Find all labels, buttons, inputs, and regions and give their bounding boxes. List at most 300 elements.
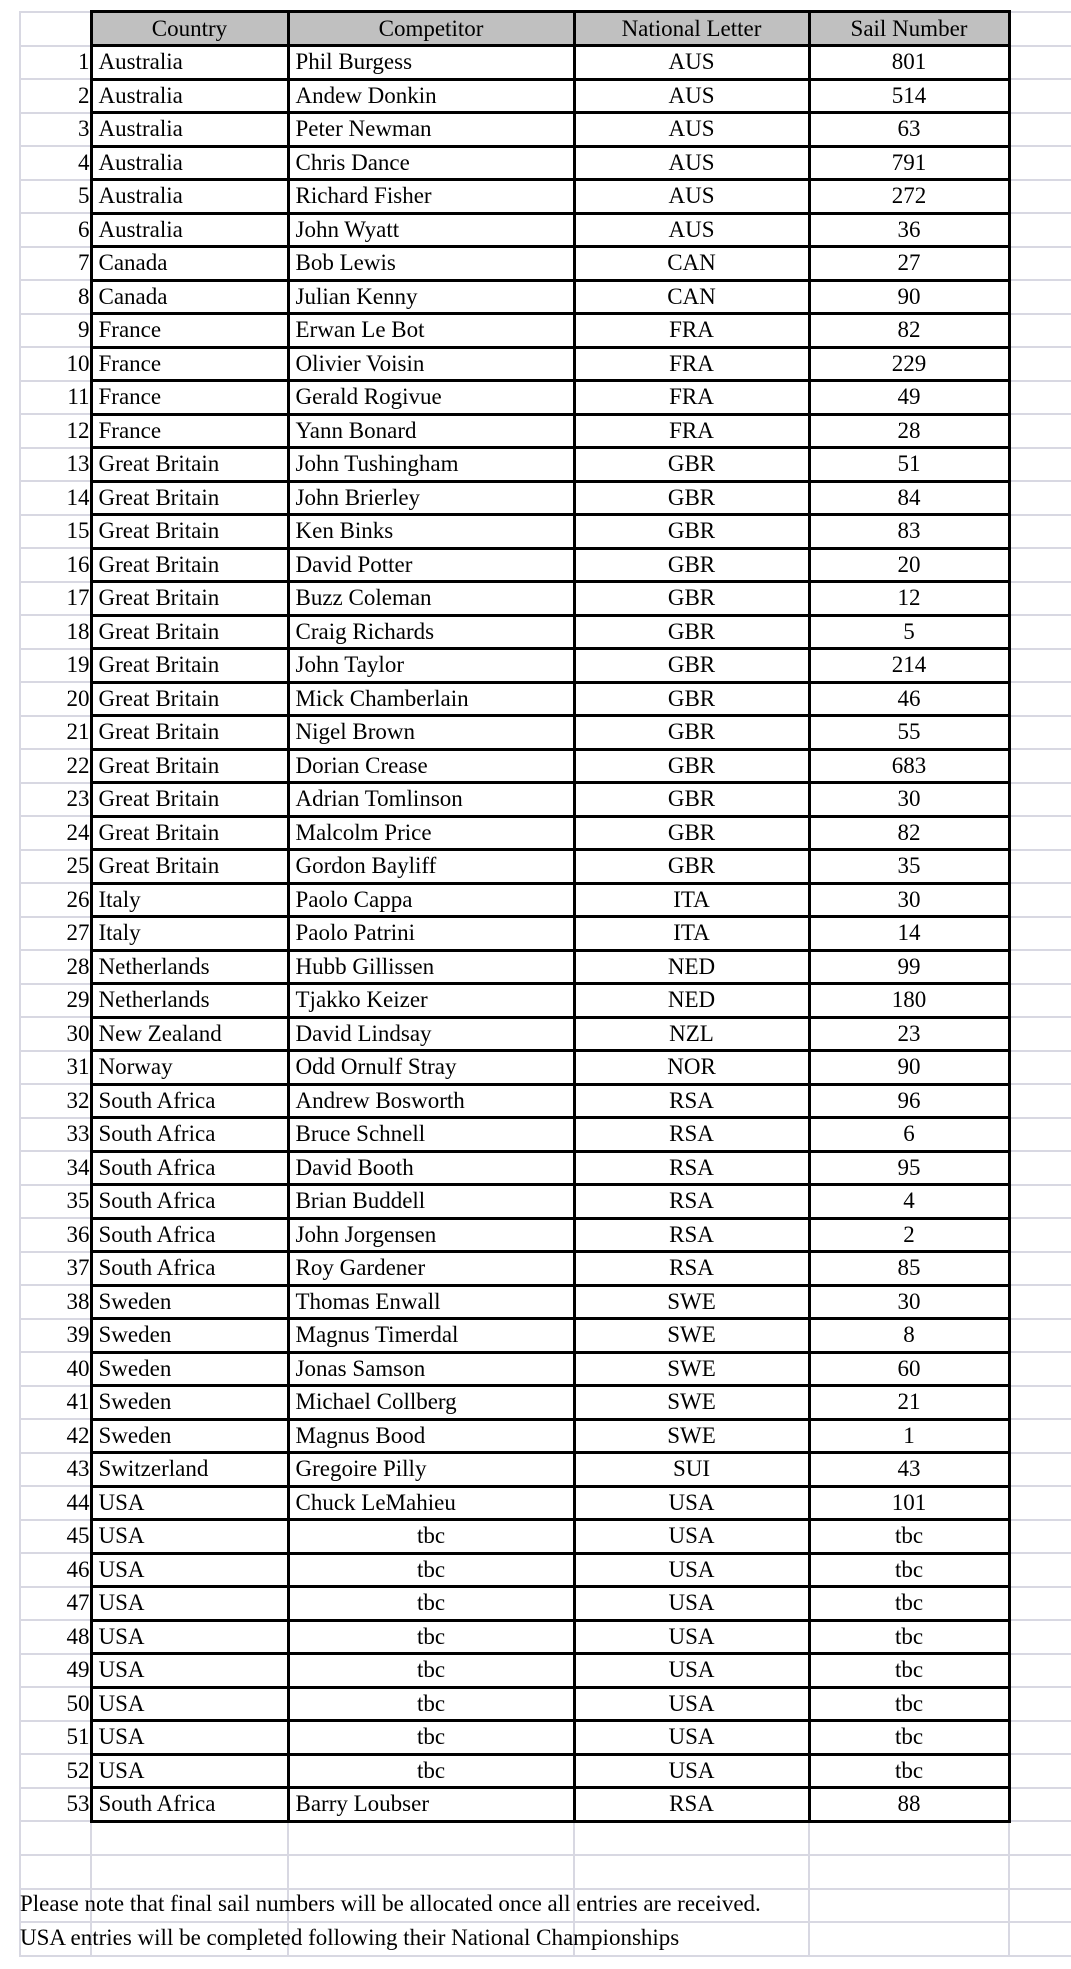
cell-sail-number[interactable]: tbc — [809, 1687, 1009, 1721]
cell-sail-number[interactable]: tbc — [809, 1553, 1009, 1587]
grid-cell-empty — [1009, 1118, 1071, 1152]
row-number[interactable]: 11 — [20, 381, 91, 415]
cell-sail-number[interactable]: 1 — [809, 1419, 1009, 1453]
cell-competitor[interactable]: Andrew Bosworth — [288, 1084, 574, 1118]
cell-country[interactable]: South Africa — [91, 1185, 288, 1219]
table-row — [20, 247, 1071, 281]
cell-sail-number[interactable]: tbc — [809, 1620, 1009, 1654]
cell-national-letter[interactable]: USA — [574, 1520, 809, 1554]
row-number[interactable]: 53 — [20, 1788, 91, 1822]
cell-competitor[interactable]: Gordon Bayliff — [288, 850, 574, 884]
cell-national-letter[interactable]: FRA — [574, 414, 809, 448]
cell-country[interactable]: Great Britain — [91, 615, 288, 649]
table-row — [20, 1620, 1071, 1654]
grid-cell-empty — [1009, 1386, 1071, 1420]
cell-country[interactable]: Sweden — [91, 1319, 288, 1353]
cell-competitor[interactable]: Magnus Timerdal — [288, 1319, 574, 1353]
row-number[interactable]: 2 — [20, 79, 91, 113]
cell-sail-number[interactable]: 85 — [809, 1252, 1009, 1286]
cell-national-letter[interactable]: CAN — [574, 280, 809, 314]
cell-country[interactable]: USA — [91, 1620, 288, 1654]
row-number[interactable]: 44 — [20, 1486, 91, 1520]
row-number[interactable]: 48 — [20, 1620, 91, 1654]
cell-competitor[interactable]: tbc — [288, 1654, 574, 1688]
cell-sail-number[interactable]: 801 — [809, 46, 1009, 80]
cell-country[interactable]: Great Britain — [91, 481, 288, 515]
cell-national-letter[interactable]: SWE — [574, 1285, 809, 1319]
cell-sail-number[interactable]: 272 — [809, 180, 1009, 214]
cell-national-letter[interactable]: FRA — [574, 314, 809, 348]
grid-cell-empty — [1009, 1654, 1071, 1688]
cell-competitor[interactable]: John Jorgensen — [288, 1218, 574, 1252]
cell-sail-number[interactable]: 12 — [809, 582, 1009, 616]
cell-country[interactable]: Sweden — [91, 1352, 288, 1386]
row-number[interactable]: 22 — [20, 749, 91, 783]
cell-competitor[interactable]: Chris Dance — [288, 146, 574, 180]
cell-national-letter[interactable]: NED — [574, 950, 809, 984]
cell-country[interactable]: Italy — [91, 917, 288, 951]
row-number[interactable]: 41 — [20, 1386, 91, 1420]
cell-country[interactable]: France — [91, 381, 288, 415]
cell-national-letter[interactable]: GBR — [574, 716, 809, 750]
cell-national-letter[interactable]: FRA — [574, 347, 809, 381]
cell-sail-number[interactable]: 99 — [809, 950, 1009, 984]
cell-competitor[interactable]: Craig Richards — [288, 615, 574, 649]
cell-country[interactable]: Australia — [91, 213, 288, 247]
cell-national-letter[interactable]: GBR — [574, 515, 809, 549]
cell-competitor[interactable]: Bruce Schnell — [288, 1118, 574, 1152]
row-number[interactable]: 3 — [20, 113, 91, 147]
cell-sail-number[interactable]: tbc — [809, 1721, 1009, 1755]
entry-table — [19, 10, 1071, 1957]
cell-competitor[interactable]: tbc — [288, 1754, 574, 1788]
row-number[interactable]: 43 — [20, 1453, 91, 1487]
cell-country[interactable]: Norway — [91, 1051, 288, 1085]
cell-competitor[interactable]: David Potter — [288, 548, 574, 582]
table-row — [20, 682, 1071, 716]
cell-competitor[interactable]: Paolo Patrini — [288, 917, 574, 951]
cell-competitor[interactable]: Gerald Rogivue — [288, 381, 574, 415]
cell-country[interactable]: USA — [91, 1754, 288, 1788]
cell-national-letter[interactable]: GBR — [574, 649, 809, 683]
column-header-national-letter[interactable]: National Letter — [574, 12, 809, 46]
cell-competitor[interactable]: Paolo Cappa — [288, 883, 574, 917]
grid-cell-empty — [1009, 1721, 1071, 1755]
cell-national-letter[interactable]: RSA — [574, 1151, 809, 1185]
row-number[interactable]: 36 — [20, 1218, 91, 1252]
cell-national-letter[interactable]: SUI — [574, 1453, 809, 1487]
table-row — [20, 146, 1071, 180]
grid-cell-empty — [1009, 1855, 1071, 1889]
row-number[interactable]: 27 — [20, 917, 91, 951]
cell-country[interactable]: Australia — [91, 146, 288, 180]
cell-sail-number[interactable]: 20 — [809, 548, 1009, 582]
cell-country[interactable]: USA — [91, 1687, 288, 1721]
cell-sail-number[interactable]: 46 — [809, 682, 1009, 716]
row-number[interactable]: 37 — [20, 1252, 91, 1286]
row-number[interactable]: 1 — [20, 46, 91, 80]
column-header-sail-number[interactable]: Sail Number — [809, 12, 1009, 46]
cell-competitor[interactable]: tbc — [288, 1587, 574, 1621]
cell-country[interactable]: Great Britain — [91, 850, 288, 884]
row-number[interactable]: 39 — [20, 1319, 91, 1353]
cell-sail-number[interactable]: 180 — [809, 984, 1009, 1018]
cell-sail-number[interactable]: 55 — [809, 716, 1009, 750]
row-number[interactable]: 6 — [20, 213, 91, 247]
cell-country[interactable]: USA — [91, 1721, 288, 1755]
cell-country[interactable]: Sweden — [91, 1386, 288, 1420]
cell-sail-number[interactable]: 5 — [809, 615, 1009, 649]
cell-national-letter[interactable]: GBR — [574, 481, 809, 515]
row-number[interactable]: 13 — [20, 448, 91, 482]
cell-national-letter[interactable]: GBR — [574, 749, 809, 783]
cell-sail-number[interactable]: 27 — [809, 247, 1009, 281]
cell-competitor[interactable]: Olivier Voisin — [288, 347, 574, 381]
cell-competitor[interactable]: Dorian Crease — [288, 749, 574, 783]
row-number[interactable]: 47 — [20, 1587, 91, 1621]
cell-national-letter[interactable]: RSA — [574, 1788, 809, 1822]
cell-sail-number[interactable]: tbc — [809, 1754, 1009, 1788]
row-number[interactable]: 19 — [20, 649, 91, 683]
row-number[interactable]: 16 — [20, 548, 91, 582]
cell-national-letter[interactable]: GBR — [574, 682, 809, 716]
cell-competitor[interactable]: Phil Burgess — [288, 46, 574, 80]
cell-national-letter[interactable]: FRA — [574, 381, 809, 415]
cell-country[interactable]: Canada — [91, 280, 288, 314]
table-row — [20, 1151, 1071, 1185]
cell-national-letter[interactable]: USA — [574, 1721, 809, 1755]
cell-country[interactable]: Netherlands — [91, 950, 288, 984]
cell-competitor[interactable]: Chuck LeMahieu — [288, 1486, 574, 1520]
cell-national-letter[interactable]: USA — [574, 1620, 809, 1654]
cell-national-letter[interactable]: ITA — [574, 883, 809, 917]
cell-country[interactable]: Great Britain — [91, 515, 288, 549]
cell-sail-number[interactable]: 88 — [809, 1788, 1009, 1822]
row-number[interactable]: 33 — [20, 1118, 91, 1152]
cell-country[interactable]: Great Britain — [91, 682, 288, 716]
cell-country[interactable]: South Africa — [91, 1118, 288, 1152]
cell-sail-number[interactable]: 82 — [809, 314, 1009, 348]
grid-cell-empty — [1009, 448, 1071, 482]
cell-national-letter[interactable]: SWE — [574, 1419, 809, 1453]
row-number[interactable]: 51 — [20, 1721, 91, 1755]
cell-sail-number[interactable]: 791 — [809, 146, 1009, 180]
cell-country[interactable]: Great Britain — [91, 548, 288, 582]
table-row — [20, 1453, 1071, 1487]
row-number[interactable]: 17 — [20, 582, 91, 616]
cell-country[interactable]: France — [91, 314, 288, 348]
empty-row — [20, 1821, 1071, 1855]
cell-national-letter[interactable]: SWE — [574, 1386, 809, 1420]
cell-national-letter[interactable]: USA — [574, 1687, 809, 1721]
row-number[interactable]: 38 — [20, 1285, 91, 1319]
cell-competitor[interactable]: John Brierley — [288, 481, 574, 515]
cell-sail-number[interactable]: 35 — [809, 850, 1009, 884]
cell-competitor[interactable]: Richard Fisher — [288, 180, 574, 214]
row-number[interactable]: 24 — [20, 816, 91, 850]
cell-national-letter[interactable]: SWE — [574, 1352, 809, 1386]
cell-national-letter[interactable]: USA — [574, 1553, 809, 1587]
grid-cell-empty — [809, 1922, 1009, 1956]
cell-country[interactable]: Great Britain — [91, 716, 288, 750]
cell-national-letter[interactable]: AUS — [574, 213, 809, 247]
row-number[interactable]: 45 — [20, 1520, 91, 1554]
cell-sail-number[interactable]: 43 — [809, 1453, 1009, 1487]
cell-competitor[interactable]: Barry Loubser — [288, 1788, 574, 1822]
cell-national-letter[interactable]: NOR — [574, 1051, 809, 1085]
row-number[interactable]: 28 — [20, 950, 91, 984]
cell-country[interactable]: USA — [91, 1587, 288, 1621]
grid-cell-empty — [1009, 46, 1071, 80]
cell-sail-number[interactable]: 96 — [809, 1084, 1009, 1118]
cell-national-letter[interactable]: USA — [574, 1486, 809, 1520]
cell-sail-number[interactable]: 8 — [809, 1319, 1009, 1353]
cell-national-letter[interactable]: RSA — [574, 1218, 809, 1252]
table-row — [20, 1654, 1071, 1688]
cell-competitor[interactable]: John Wyatt — [288, 213, 574, 247]
cell-country[interactable]: South Africa — [91, 1084, 288, 1118]
cell-competitor[interactable]: Brian Buddell — [288, 1185, 574, 1219]
row-number[interactable]: 32 — [20, 1084, 91, 1118]
cell-country[interactable]: South Africa — [91, 1218, 288, 1252]
row-number[interactable]: 8 — [20, 280, 91, 314]
cell-sail-number[interactable]: 6 — [809, 1118, 1009, 1152]
cell-competitor[interactable]: tbc — [288, 1553, 574, 1587]
cell-national-letter[interactable]: GBR — [574, 548, 809, 582]
cell-national-letter[interactable]: NZL — [574, 1017, 809, 1051]
cell-sail-number[interactable]: 2 — [809, 1218, 1009, 1252]
cell-competitor[interactable]: David Booth — [288, 1151, 574, 1185]
row-number[interactable]: 9 — [20, 314, 91, 348]
cell-national-letter[interactable]: AUS — [574, 146, 809, 180]
cell-country[interactable]: South Africa — [91, 1252, 288, 1286]
cell-country[interactable]: Great Britain — [91, 816, 288, 850]
cell-country[interactable]: New Zealand — [91, 1017, 288, 1051]
cell-competitor[interactable]: Mick Chamberlain — [288, 682, 574, 716]
row-number[interactable]: 30 — [20, 1017, 91, 1051]
row-number[interactable]: 29 — [20, 984, 91, 1018]
cell-competitor[interactable]: John Taylor — [288, 649, 574, 683]
cell-country[interactable]: South Africa — [91, 1788, 288, 1822]
cell-sail-number[interactable]: 683 — [809, 749, 1009, 783]
row-number[interactable]: 23 — [20, 783, 91, 817]
cell-sail-number[interactable]: 23 — [809, 1017, 1009, 1051]
row-number[interactable]: 15 — [20, 515, 91, 549]
table-row — [20, 1051, 1071, 1085]
cell-sail-number[interactable]: 101 — [809, 1486, 1009, 1520]
cell-competitor[interactable]: Tjakko Keizer — [288, 984, 574, 1018]
row-number[interactable]: 14 — [20, 481, 91, 515]
cell-sail-number[interactable]: 49 — [809, 381, 1009, 415]
cell-country[interactable]: Great Britain — [91, 448, 288, 482]
grid-cell-empty — [1009, 481, 1071, 515]
column-header-country[interactable]: Country — [91, 12, 288, 46]
row-number[interactable]: 42 — [20, 1419, 91, 1453]
cell-country[interactable]: USA — [91, 1654, 288, 1688]
cell-national-letter[interactable]: RSA — [574, 1118, 809, 1152]
row-number[interactable]: 46 — [20, 1553, 91, 1587]
cell-sail-number[interactable]: 63 — [809, 113, 1009, 147]
table-row — [20, 582, 1071, 616]
cell-country[interactable]: Australia — [91, 79, 288, 113]
cell-sail-number[interactable]: 60 — [809, 1352, 1009, 1386]
cell-sail-number[interactable]: 30 — [809, 883, 1009, 917]
cell-country[interactable]: USA — [91, 1486, 288, 1520]
cell-competitor[interactable]: Odd Ornulf Stray — [288, 1051, 574, 1085]
cell-competitor[interactable]: Malcolm Price — [288, 816, 574, 850]
grid-cell-empty — [1009, 749, 1071, 783]
cell-sail-number[interactable]: 90 — [809, 1051, 1009, 1085]
table-row — [20, 850, 1071, 884]
cell-competitor[interactable]: Bob Lewis — [288, 247, 574, 281]
cell-country[interactable]: South Africa — [91, 1151, 288, 1185]
cell-sail-number[interactable]: 84 — [809, 481, 1009, 515]
cell-sail-number[interactable]: 21 — [809, 1386, 1009, 1420]
cell-national-letter[interactable]: USA — [574, 1654, 809, 1688]
cell-sail-number[interactable]: 30 — [809, 1285, 1009, 1319]
cell-national-letter[interactable]: ITA — [574, 917, 809, 951]
cell-national-letter[interactable]: NED — [574, 984, 809, 1018]
cell-competitor[interactable]: Roy Gardener — [288, 1252, 574, 1286]
cell-national-letter[interactable]: USA — [574, 1587, 809, 1621]
cell-country[interactable]: Italy — [91, 883, 288, 917]
cell-national-letter[interactable]: AUS — [574, 113, 809, 147]
cell-competitor[interactable]: Michael Collberg — [288, 1386, 574, 1420]
row-number[interactable]: 34 — [20, 1151, 91, 1185]
cell-sail-number[interactable]: tbc — [809, 1654, 1009, 1688]
cell-competitor[interactable]: Thomas Enwall — [288, 1285, 574, 1319]
cell-competitor[interactable]: Yann Bonard — [288, 414, 574, 448]
cell-competitor[interactable]: tbc — [288, 1721, 574, 1755]
cell-competitor[interactable]: David Lindsay — [288, 1017, 574, 1051]
cell-competitor[interactable]: tbc — [288, 1520, 574, 1554]
row-number[interactable]: 52 — [20, 1754, 91, 1788]
table-row — [20, 1486, 1071, 1520]
row-number[interactable]: 35 — [20, 1185, 91, 1219]
grid-cell-empty — [1009, 1419, 1071, 1453]
cell-national-letter[interactable]: GBR — [574, 448, 809, 482]
cell-sail-number[interactable]: tbc — [809, 1520, 1009, 1554]
cell-competitor[interactable]: Peter Newman — [288, 113, 574, 147]
table-row — [20, 213, 1071, 247]
cell-competitor[interactable]: Adrian Tomlinson — [288, 783, 574, 817]
row-number[interactable]: 21 — [20, 716, 91, 750]
cell-national-letter[interactable]: USA — [574, 1754, 809, 1788]
cell-competitor[interactable]: tbc — [288, 1620, 574, 1654]
table-row — [20, 1285, 1071, 1319]
row-number[interactable]: 26 — [20, 883, 91, 917]
row-number[interactable]: 49 — [20, 1654, 91, 1688]
row-number[interactable]: 10 — [20, 347, 91, 381]
cell-sail-number[interactable]: 36 — [809, 213, 1009, 247]
cell-sail-number[interactable]: tbc — [809, 1587, 1009, 1621]
grid-cell-empty — [1009, 615, 1071, 649]
row-number[interactable]: 40 — [20, 1352, 91, 1386]
cell-competitor[interactable]: Julian Kenny — [288, 280, 574, 314]
cell-competitor[interactable]: Hubb Gillissen — [288, 950, 574, 984]
cell-national-letter[interactable]: GBR — [574, 816, 809, 850]
cell-country[interactable]: Netherlands — [91, 984, 288, 1018]
cell-national-letter[interactable]: AUS — [574, 180, 809, 214]
cell-competitor[interactable]: Andew Donkin — [288, 79, 574, 113]
cell-country[interactable]: Great Britain — [91, 749, 288, 783]
cell-sail-number[interactable]: 28 — [809, 414, 1009, 448]
cell-national-letter[interactable]: GBR — [574, 615, 809, 649]
cell-competitor[interactable]: Ken Binks — [288, 515, 574, 549]
row-number[interactable]: 5 — [20, 180, 91, 214]
cell-competitor[interactable]: Erwan Le Bot — [288, 314, 574, 348]
cell-competitor[interactable]: Buzz Coleman — [288, 582, 574, 616]
cell-country[interactable]: Australia — [91, 113, 288, 147]
cell-country[interactable]: Australia — [91, 46, 288, 80]
cell-competitor[interactable]: Nigel Brown — [288, 716, 574, 750]
cell-sail-number[interactable]: 214 — [809, 649, 1009, 683]
grid-cell-empty — [1009, 79, 1071, 113]
cell-country[interactable]: Great Britain — [91, 582, 288, 616]
row-number[interactable]: 25 — [20, 850, 91, 884]
cell-national-letter[interactable]: GBR — [574, 850, 809, 884]
row-number[interactable]: 4 — [20, 146, 91, 180]
grid-cell-empty — [1009, 1889, 1071, 1923]
cell-competitor[interactable]: Jonas Samson — [288, 1352, 574, 1386]
cell-country[interactable]: USA — [91, 1520, 288, 1554]
cell-national-letter[interactable]: GBR — [574, 582, 809, 616]
cell-sail-number[interactable]: 51 — [809, 448, 1009, 482]
cell-country[interactable]: Sweden — [91, 1285, 288, 1319]
cell-competitor[interactable]: Magnus Bood — [288, 1419, 574, 1453]
column-header-competitor[interactable]: Competitor — [288, 12, 574, 46]
cell-sail-number[interactable]: 82 — [809, 816, 1009, 850]
cell-sail-number[interactable]: 514 — [809, 79, 1009, 113]
cell-country[interactable]: France — [91, 414, 288, 448]
row-number[interactable]: 18 — [20, 615, 91, 649]
cell-national-letter[interactable]: RSA — [574, 1185, 809, 1219]
cell-national-letter[interactable]: AUS — [574, 79, 809, 113]
cell-national-letter[interactable]: AUS — [574, 46, 809, 80]
cell-country[interactable]: Great Britain — [91, 783, 288, 817]
cell-national-letter[interactable]: RSA — [574, 1252, 809, 1286]
cell-sail-number[interactable]: 30 — [809, 783, 1009, 817]
cell-country[interactable]: Australia — [91, 180, 288, 214]
cell-sail-number[interactable]: 229 — [809, 347, 1009, 381]
cell-country[interactable]: Switzerland — [91, 1453, 288, 1487]
row-number[interactable]: 50 — [20, 1687, 91, 1721]
grid-cell-empty — [288, 1855, 574, 1889]
cell-country[interactable]: Great Britain — [91, 649, 288, 683]
cell-country[interactable]: Canada — [91, 247, 288, 281]
row-number[interactable]: 31 — [20, 1051, 91, 1085]
cell-sail-number[interactable]: 90 — [809, 280, 1009, 314]
cell-competitor[interactable]: Gregoire Pilly — [288, 1453, 574, 1487]
cell-sail-number[interactable]: 14 — [809, 917, 1009, 951]
cell-country[interactable]: USA — [91, 1553, 288, 1587]
cell-sail-number[interactable]: 4 — [809, 1185, 1009, 1219]
row-number[interactable]: 7 — [20, 247, 91, 281]
cell-national-letter[interactable]: CAN — [574, 247, 809, 281]
row-number[interactable]: 12 — [20, 414, 91, 448]
cell-national-letter[interactable]: SWE — [574, 1319, 809, 1353]
cell-sail-number[interactable]: 83 — [809, 515, 1009, 549]
cell-country[interactable]: Sweden — [91, 1419, 288, 1453]
row-number[interactable]: 20 — [20, 682, 91, 716]
cell-competitor[interactable]: John Tushingham — [288, 448, 574, 482]
grid-cell-empty — [1009, 213, 1071, 247]
cell-national-letter[interactable]: GBR — [574, 783, 809, 817]
cell-sail-number[interactable]: 95 — [809, 1151, 1009, 1185]
cell-competitor[interactable]: tbc — [288, 1687, 574, 1721]
cell-country[interactable]: France — [91, 347, 288, 381]
cell-national-letter[interactable]: RSA — [574, 1084, 809, 1118]
